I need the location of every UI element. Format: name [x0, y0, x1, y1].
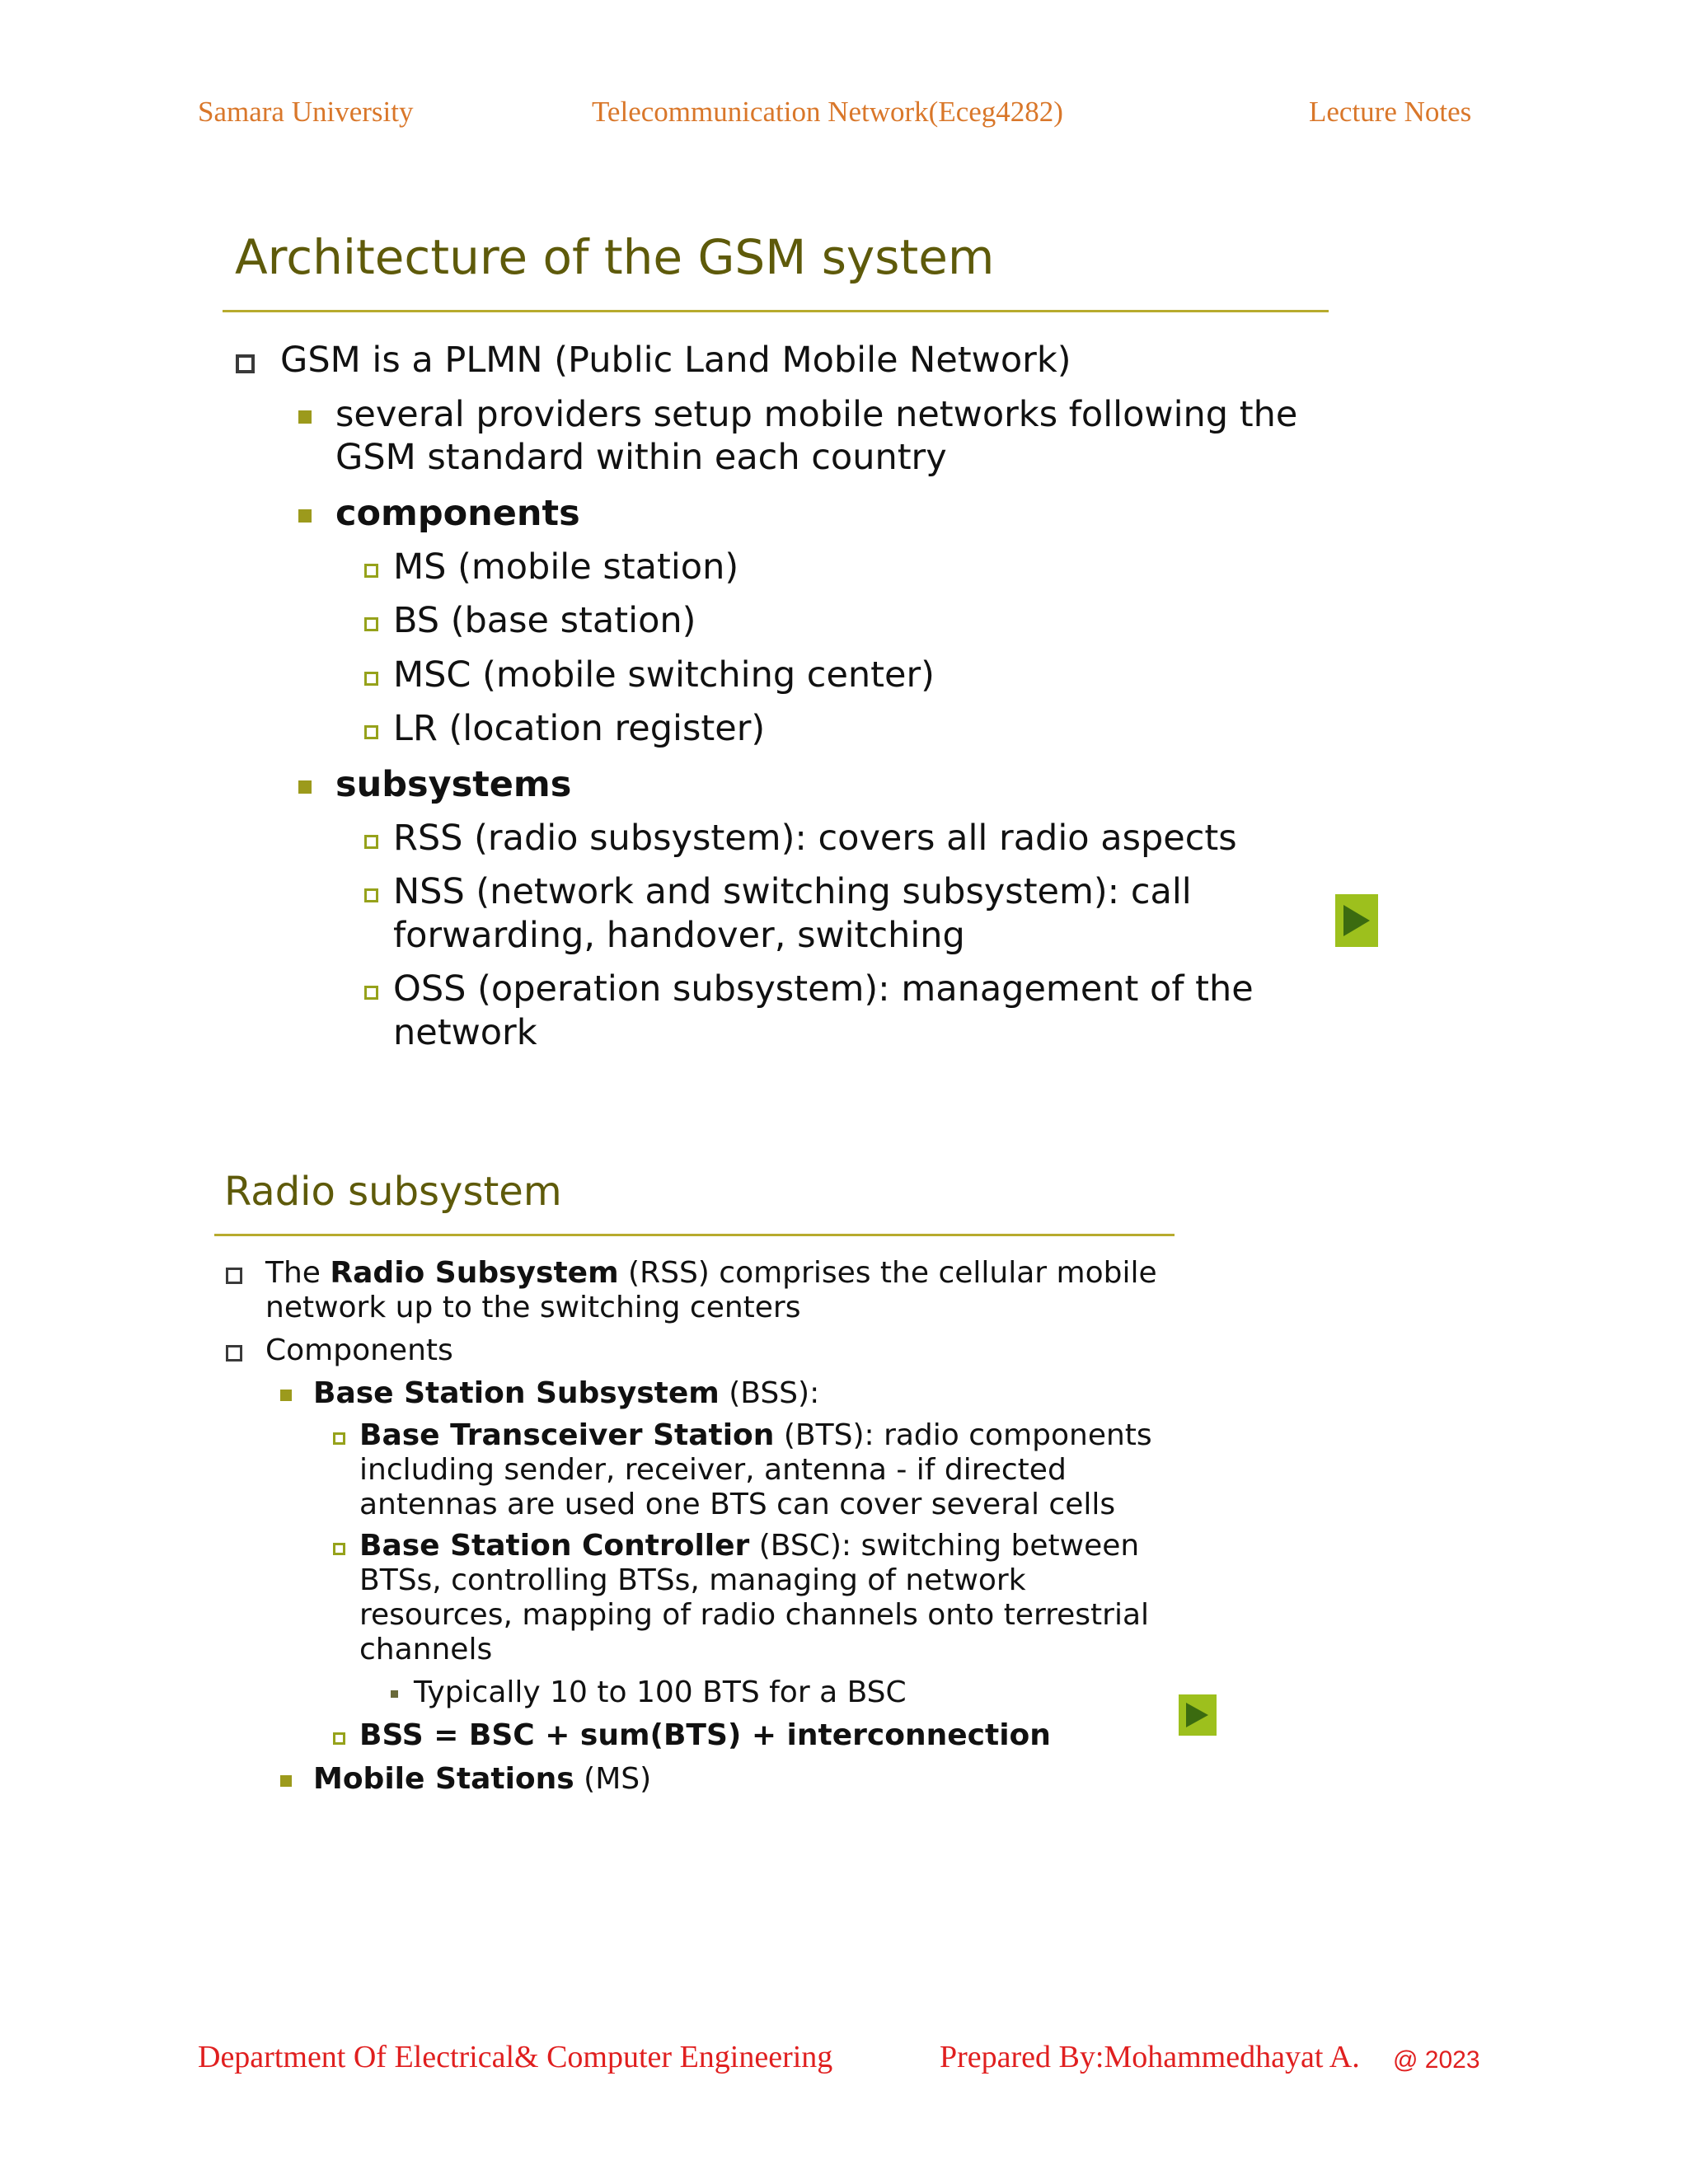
header-lecture-notes: Lecture Notes: [1309, 96, 1472, 128]
slide1-gsm: GSM is a PLMN (Public Land Mobile Network): [280, 340, 1071, 381]
slide1-msc: MSC (mobile switching center): [393, 654, 935, 696]
green-hollow-bullet-icon: [364, 672, 378, 686]
slide1-providers-line1: several providers setup mobile networks following the: [335, 394, 1298, 435]
slide2-bts-line2: including sender, receiver, antenna - if directed: [359, 1453, 1067, 1487]
slide2-components: Components: [265, 1333, 453, 1367]
slide1-rss: RSS (radio subsystem): covers all radio aspects: [393, 818, 1237, 859]
hollow-square-bullet-icon: [226, 1268, 242, 1284]
green-hollow-bullet-icon: [333, 1543, 345, 1555]
small-square-bullet-icon: [391, 1690, 398, 1698]
slide1-nss-line2: forwarding, handover, switching: [393, 915, 965, 956]
slide2-title-rule: [214, 1234, 1175, 1236]
green-hollow-bullet-icon: [364, 617, 378, 631]
slide2-bts-line1: Base Transceiver Station (BTS): radio components: [359, 1418, 1152, 1452]
footer-year: @ 2023: [1393, 2046, 1480, 2074]
slide1-providers-line2: GSM standard within each country: [335, 437, 947, 478]
footer-prepared-by: Prepared By:Mohammedhayat A.: [940, 2040, 1360, 2074]
slide2-bsc-line2: BTSs, controlling BTSs, managing of network: [359, 1563, 1026, 1597]
hollow-square-bullet-icon: [226, 1345, 242, 1361]
slide1-oss-line1: OSS (operation subsystem): management of the: [393, 968, 1254, 1010]
slide1-components: components: [335, 493, 580, 534]
filled-square-bullet-icon: [280, 1390, 292, 1401]
green-hollow-bullet-icon: [333, 1432, 345, 1445]
next-slide-button[interactable]: [1179, 1694, 1217, 1736]
header-university: Samara University: [198, 96, 414, 128]
filled-square-bullet-icon: [298, 509, 312, 523]
filled-square-bullet-icon: [280, 1775, 292, 1787]
play-arrow-icon: [1186, 1703, 1208, 1727]
slide2-title: Radio subsystem: [224, 1169, 562, 1215]
next-slide-button[interactable]: [1335, 894, 1378, 947]
green-hollow-bullet-icon: [333, 1732, 345, 1745]
hollow-square-bullet-icon: [236, 354, 255, 373]
slide1-title: Architecture of the GSM system: [235, 229, 995, 285]
slide1-nss-line1: NSS (network and switching subsystem): call: [393, 871, 1192, 912]
slide1-bs: BS (base station): [393, 600, 696, 641]
footer-department: Department Of Electrical& Computer Engineering: [198, 2040, 833, 2074]
slide2-ms: Mobile Stations (MS): [313, 1762, 652, 1796]
slide1-oss-line2: network: [393, 1012, 537, 1053]
slide1-title-rule: [223, 310, 1329, 312]
slide2-typically: Typically 10 to 100 BTS for a BSC: [414, 1675, 907, 1709]
slide2-bss-equation: BSS = BSC + sum(BTS) + interconnection: [359, 1718, 1051, 1752]
slide1-lr: LR (location register): [393, 708, 766, 749]
filled-square-bullet-icon: [298, 410, 312, 424]
slide2-bts-line3: antennas are used one BTS can cover several cells: [359, 1488, 1116, 1521]
play-arrow-icon: [1343, 905, 1370, 936]
green-hollow-bullet-icon: [364, 986, 378, 1000]
filled-square-bullet-icon: [298, 780, 312, 794]
slide2-bss: Base Station Subsystem (BSS):: [313, 1376, 820, 1410]
header-course: Telecommunication Network(Eceg4282): [592, 96, 1063, 128]
slide1-ms: MS (mobile station): [393, 546, 739, 588]
green-hollow-bullet-icon: [364, 564, 378, 578]
slide2-bsc-line4: channels: [359, 1633, 493, 1666]
slide2-bsc-line3: resources, mapping of radio channels onto terrestrial: [359, 1598, 1150, 1632]
green-hollow-bullet-icon: [364, 835, 378, 849]
slide2-rss-line1: The Radio Subsystem (RSS) comprises the cellular mobile: [265, 1256, 1157, 1290]
slide1-subsystems: subsystems: [335, 764, 572, 805]
slide2-rss-line2: network up to the switching centers: [265, 1291, 801, 1324]
green-hollow-bullet-icon: [364, 725, 378, 739]
slide2-bsc-line1: Base Station Controller (BSC): switching between: [359, 1529, 1140, 1563]
green-hollow-bullet-icon: [364, 888, 378, 902]
